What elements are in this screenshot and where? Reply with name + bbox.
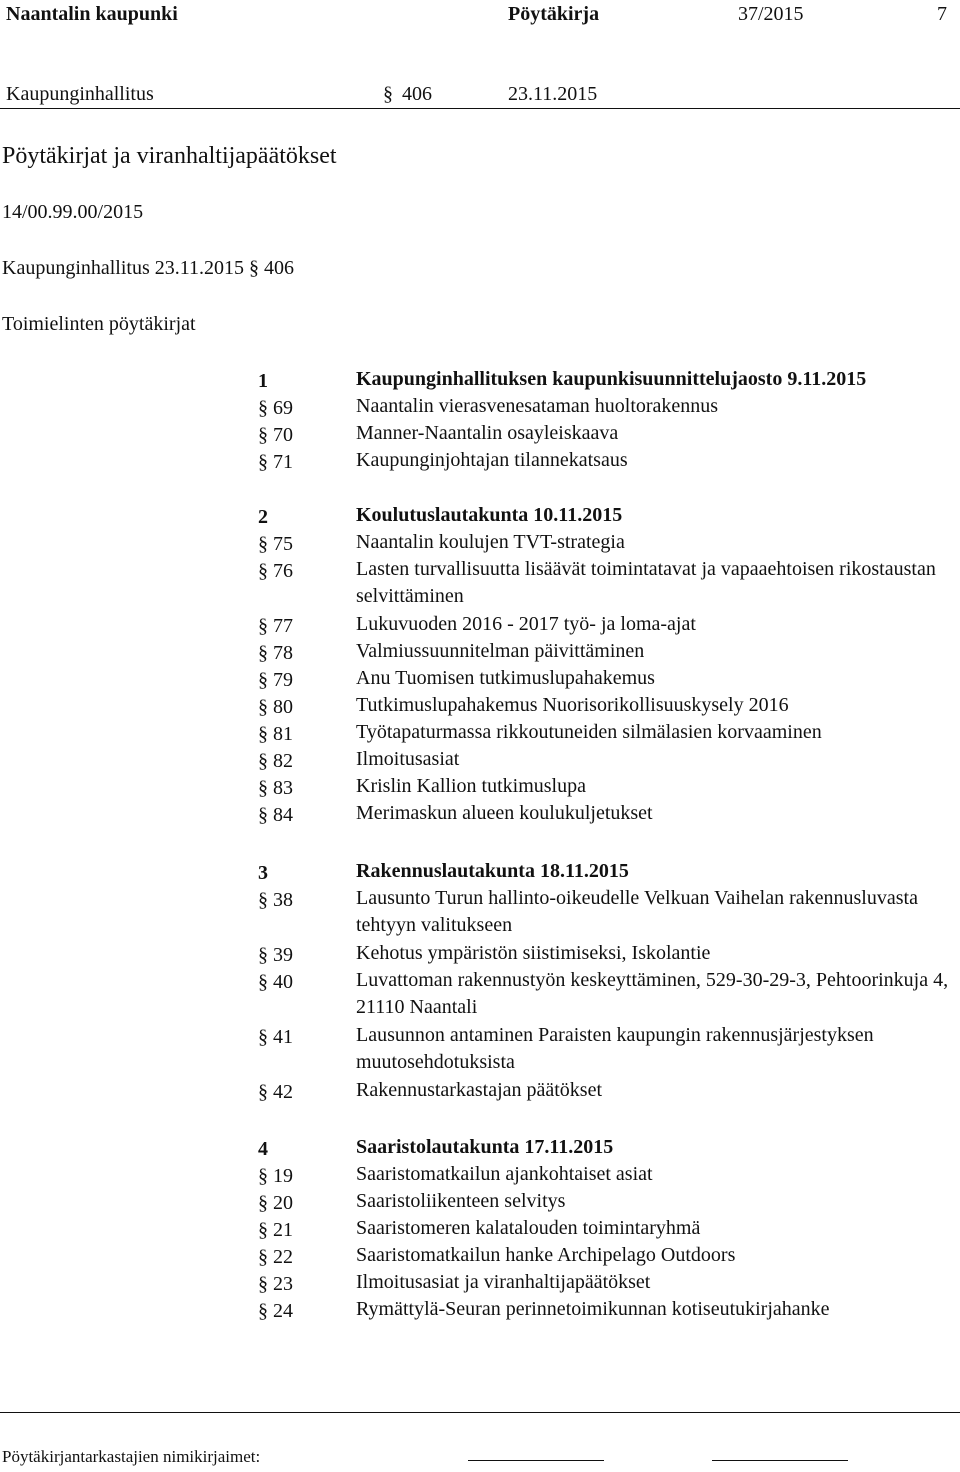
- list-item: [258, 1163, 958, 1190]
- item-paragraph: § 77: [258, 615, 293, 637]
- section-number: 4: [258, 1138, 268, 1160]
- section-title: Saaristolautakunta 17.11.2015: [356, 1136, 614, 1158]
- item-paragraph: § 21: [258, 1219, 293, 1241]
- item-paragraph: § 20: [258, 1192, 293, 1214]
- item-paragraph: § 42: [258, 1081, 293, 1103]
- meta-body: Kaupunginhallitus: [6, 83, 154, 105]
- item-title: Rymättylä-Seuran perinnetoimikunnan kotiseutukirjahanke: [356, 1298, 830, 1320]
- item-title: Luvattoman rakennustyön keskeyttäminen, 529-30-29-3, Pehtoorinkuja 4, 21110 Naantali: [356, 969, 949, 1018]
- item-title: Rakennustarkastajan päätökset: [356, 1079, 603, 1101]
- item-title: Ilmoitusasiat: [356, 748, 460, 770]
- list-item: [258, 694, 958, 721]
- item-paragraph: § 22: [258, 1246, 293, 1268]
- item-title: Työtapaturmassa rikkoutuneiden silmälasien korvaaminen: [356, 721, 822, 743]
- list-item: [258, 667, 958, 694]
- item-paragraph: § 69: [258, 397, 293, 419]
- item-paragraph: § 78: [258, 642, 293, 664]
- item-title: Manner-Naantalin osayleiskaava: [356, 422, 619, 444]
- item-title: Lausunnon antaminen Paraisten kaupungin rakennusjärjestyksen muutosehdotuksista: [356, 1024, 874, 1073]
- item-title: Lukuvuoden 2016 - 2017 työ- ja loma-ajat: [356, 613, 696, 635]
- section-heading: [258, 504, 958, 531]
- meta-date: 23.11.2015: [508, 83, 598, 105]
- item-title: Valmiussuunnitelman päivittäminen: [356, 640, 645, 662]
- footer-divider: [0, 1412, 960, 1413]
- list-item: [258, 640, 958, 667]
- item-paragraph: § 41: [258, 1026, 293, 1048]
- section-1: [258, 368, 958, 476]
- item-paragraph: § 70: [258, 424, 293, 446]
- list-item: [258, 802, 958, 829]
- list-item: [258, 969, 958, 1024]
- list-item: [258, 1190, 958, 1217]
- list-item: [258, 721, 958, 748]
- matter-reference: Kaupunginhallitus 23.11.2015 § 406: [2, 257, 295, 279]
- list-item: [258, 942, 958, 969]
- signature-line-1: [468, 1460, 604, 1461]
- list-item: [258, 558, 958, 613]
- item-title: Lausunto Turun hallinto-oikeudelle Velkuan Vaihelan rakennusluvasta tehtyyn valitukseen: [356, 887, 918, 936]
- item-title: Krislin Kallion tutkimuslupa: [356, 775, 586, 797]
- list-item: [258, 887, 958, 942]
- section-3: [258, 860, 958, 1106]
- item-paragraph: § 81: [258, 723, 293, 745]
- section-number: 3: [258, 862, 268, 884]
- signature-line-2: [712, 1460, 848, 1461]
- list-item: [258, 748, 958, 775]
- item-title: Saaristomatkailun hanke Archipelago Outdoors: [356, 1244, 736, 1266]
- list-item: [258, 531, 958, 558]
- item-title: Kaupunginjohtajan tilannekatsaus: [356, 449, 628, 471]
- header-org: Naantalin kaupunki: [6, 3, 178, 25]
- section-number: 2: [258, 506, 268, 528]
- list-item: [258, 1244, 958, 1271]
- section-2: [258, 504, 958, 829]
- matter-subject: Toimielinten pöytäkirjat: [2, 313, 196, 335]
- header-page-number: 7: [937, 3, 947, 25]
- list-item: [258, 1079, 958, 1106]
- item-paragraph: § 84: [258, 804, 293, 826]
- section-heading: [258, 1136, 958, 1163]
- item-paragraph: § 19: [258, 1165, 293, 1187]
- item-title: Ilmoitusasiat ja viranhaltijapäätökset: [356, 1271, 651, 1293]
- item-paragraph: § 38: [258, 889, 293, 911]
- item-title: Merimaskun alueen koulukuljetukset: [356, 802, 653, 824]
- item-title: Naantalin koulujen TVT-strategia: [356, 531, 625, 553]
- item-title: Naantalin vierasvenesataman huoltorakennus: [356, 395, 719, 417]
- item-paragraph: § 40: [258, 971, 293, 993]
- header-doctype: Pöytäkirja: [508, 3, 600, 25]
- item-paragraph: § 83: [258, 777, 293, 799]
- section-number: 1: [258, 370, 268, 392]
- section-title: Rakennuslautakunta 18.11.2015: [356, 860, 629, 882]
- item-paragraph: § 23: [258, 1273, 293, 1295]
- section-title: Koulutuslautakunta 10.11.2015: [356, 504, 623, 526]
- meta-paragraph: 406: [402, 83, 432, 105]
- item-title: Saaristomatkailun ajankohtaiset asiat: [356, 1163, 653, 1185]
- section-heading: [258, 860, 958, 887]
- list-item: [258, 449, 958, 476]
- item-title: Lasten turvallisuutta lisäävät toimintatavat ja vapaaehtoisen rikostaustan selvittäminen: [356, 558, 936, 607]
- item-paragraph: § 75: [258, 533, 293, 555]
- item-title: Anu Tuomisen tutkimuslupahakemus: [356, 667, 655, 689]
- list-item: [258, 775, 958, 802]
- section-4: [258, 1136, 958, 1325]
- list-item: [258, 1217, 958, 1244]
- item-paragraph: § 39: [258, 944, 293, 966]
- section-heading: [258, 368, 958, 395]
- list-item: [258, 1298, 958, 1325]
- section-title: Kaupunginhallituksen kaupunkisuunnittelujaosto 9.11.2015: [356, 368, 867, 390]
- list-item: [258, 1271, 958, 1298]
- header-divider: [0, 108, 960, 109]
- item-title: Saaristomeren kalatalouden toimintaryhmä: [356, 1217, 701, 1239]
- item-paragraph: § 79: [258, 669, 293, 691]
- item-title: Tutkimuslupahakemus Nuorisorikollisuuskysely 2016: [356, 694, 789, 716]
- meta-paragraph-mark: §: [383, 83, 393, 105]
- matter-code: 14/00.99.00/2015: [2, 201, 144, 223]
- list-item: [258, 422, 958, 449]
- item-paragraph: § 71: [258, 451, 293, 473]
- list-item: [258, 613, 958, 640]
- item-paragraph: § 82: [258, 750, 293, 772]
- item-paragraph: § 24: [258, 1300, 293, 1322]
- header-doc-number: 37/2015: [738, 3, 804, 25]
- item-paragraph: § 80: [258, 696, 293, 718]
- item-title: Kehotus ympäristön siistimiseksi, Iskolantie: [356, 942, 711, 964]
- item-title: Saaristoliikenteen selvitys: [356, 1190, 566, 1212]
- signatures-label: Pöytäkirjantarkastajien nimikirjaimet:: [2, 1447, 261, 1466]
- item-paragraph: § 76: [258, 560, 293, 582]
- list-item: [258, 395, 958, 422]
- list-item: [258, 1024, 958, 1079]
- page-title: Pöytäkirjat ja viranhaltijapäätökset: [2, 143, 337, 169]
